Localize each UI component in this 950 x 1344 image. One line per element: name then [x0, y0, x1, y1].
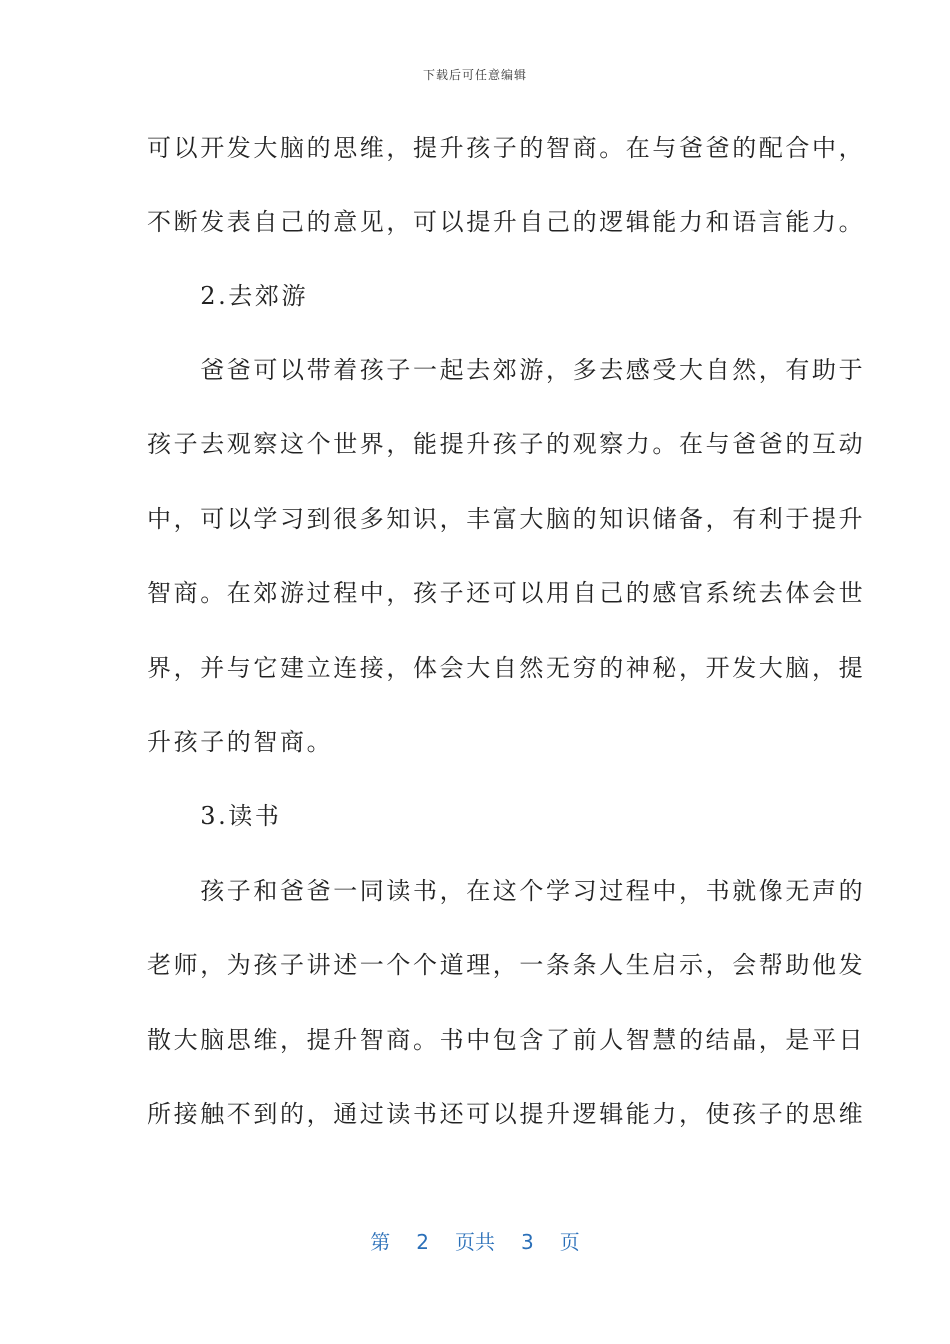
text-line: 不断发表自己的意见，可以提升自己的逻辑能力和语言能力。 [147, 208, 866, 236]
text-line: 散大脑思维，提升智商。书中包含了前人智慧的结晶，是平日 [147, 1026, 866, 1054]
text-line: 中，可以学习到很多知识，丰富大脑的知识储备，有利于提升 [147, 505, 866, 533]
section-heading: 2.去郊游 [147, 282, 309, 310]
text-line: 可以开发大脑的思维，提升孩子的智商。在与爸爸的配合中， [147, 134, 866, 162]
section-heading: 3.读书 [147, 802, 282, 830]
text-line: 所接触不到的，通过读书还可以提升逻辑能力，使孩子的思维 [147, 1100, 866, 1128]
current-page-number: 2 [416, 1230, 429, 1254]
page-footer [0, 1226, 950, 1255]
text-line: 孩子去观察这个世界，能提升孩子的观察力。在与爸爸的互动 [147, 430, 866, 458]
footer-prefix: 第 [370, 1230, 391, 1254]
text-line: 孩子和爸爸一同读书，在这个学习过程中，书就像无声的 [147, 877, 866, 905]
header-note: 下载后可任意编辑 [422, 68, 527, 82]
text-line: 智商。在郊游过程中，孩子还可以用自己的感官系统去体会世 [147, 579, 866, 607]
footer-middle: 页共 [455, 1230, 495, 1254]
text-line: 老师，为孩子讲述一个个道理，一条条人生启示，会帮助他发 [147, 951, 866, 979]
total-pages-number: 3 [521, 1230, 534, 1254]
text-line: 爸爸可以带着孩子一起去郊游，多去感受大自然，有助于 [147, 356, 866, 384]
text-line: 界，并与它建立连接，体会大自然无穷的神秘，开发大脑，提 [147, 654, 866, 682]
footer-suffix: 页 [559, 1230, 580, 1254]
text-line: 升孩子的智商。 [147, 728, 334, 756]
